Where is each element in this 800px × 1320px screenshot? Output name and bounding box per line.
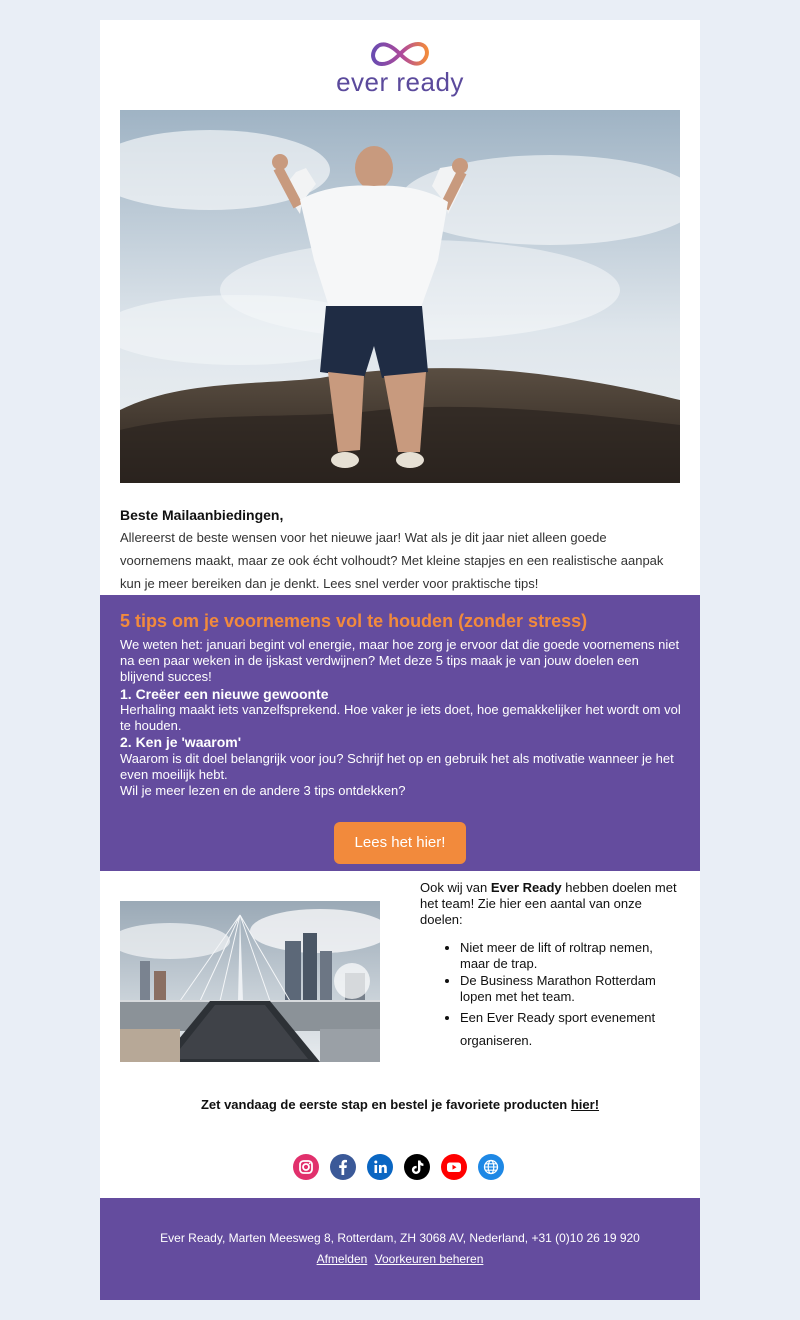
email-body <box>100 20 700 1300</box>
goals-lead: Ook wij van Ever Ready hebben doelen met het team! Zie hier een aantal van onze doelen: <box>420 880 677 927</box>
tip-2-text: Waarom is dit doel belangrijk voor jou? Schrijf het op en gebruik het als motivatie wanneer je het even moeilijk hebt. <box>120 751 674 782</box>
linkedin-icon[interactable] <box>367 1154 393 1180</box>
footer <box>100 1198 700 1300</box>
website-globe-icon[interactable] <box>478 1154 504 1180</box>
goal-item: • De Business Marathon Rotterdam lopen met het team. <box>460 973 682 1005</box>
hero-image <box>120 110 680 483</box>
tiktok-icon[interactable] <box>404 1154 430 1180</box>
unsubscribe-link[interactable]: Afmelden <box>316 1252 368 1266</box>
social-links <box>293 1154 507 1180</box>
read-more-button[interactable]: Lees het hier! <box>334 822 466 864</box>
goal-item: • Niet meer de lift of roltrap nemen, maar de trap. <box>460 940 682 972</box>
infinity-logo-icon <box>368 40 432 68</box>
company-address: Ever Ready, Marten Meesweg 8, Rotterdam, ZH 3068 AV, Nederland, +31 (0)10 26 19 920 <box>160 1231 640 1245</box>
goal-item: • Een Ever Ready sport evenement organiseren. <box>460 1006 682 1052</box>
tips-more: Wil je meer lezen en de andere 3 tips ontdekken? <box>120 783 406 798</box>
team-goals <box>420 880 682 1053</box>
rotterdam-marathon-image <box>120 901 380 1062</box>
brand-name: ever ready <box>336 67 464 97</box>
tip-2-title: 2. Ken je 'waarom' <box>120 734 242 750</box>
order-cta-text: Zet vandaag de eerste stap en bestel je favoriete producten hier! <box>200 1097 600 1112</box>
preferences-link[interactable]: Voorkeuren beheren <box>374 1252 484 1266</box>
facebook-icon[interactable] <box>330 1154 356 1180</box>
tips-intro: We weten het: januari begint vol energie, maar hoe zorg je ervoor dat die goede voornemens niet na een paar weken in de ijskast verdwijnen? Met deze 5 tips maak je van jouw doelen een blijvend succes! <box>120 637 680 684</box>
youtube-icon[interactable] <box>441 1154 467 1180</box>
footer-links <box>100 1252 700 1266</box>
tip-1-text: Herhaling maakt iets vanzelfsprekend. Hoe vaker je iets doet, hoe gemakkelijker het wordt om vol te houden. <box>120 702 681 733</box>
goals-list <box>420 940 682 1052</box>
tip-1-title: 1. Creëer een nieuwe gewoonte <box>120 686 329 702</box>
tips-title: 5 tips om je voornemens vol te houden (zonder stress) <box>120 611 588 631</box>
intro-text: Allereerst de beste wensen voor het nieuwe jaar! Wat als je dit jaar niet alleen goede voornemens maakt, maar ze ook écht volhoudt? Met kleine stapjes en een realistische aanpak kun je meer bereiken dan je denkt. Lees snel verder voor praktische tips! <box>120 530 664 591</box>
greeting: Beste Mailaanbiedingen, <box>120 507 284 523</box>
order-link[interactable]: hier! <box>570 1097 600 1112</box>
instagram-icon[interactable] <box>293 1154 319 1180</box>
tips-section <box>100 595 700 871</box>
brand-logo[interactable] <box>100 40 700 96</box>
